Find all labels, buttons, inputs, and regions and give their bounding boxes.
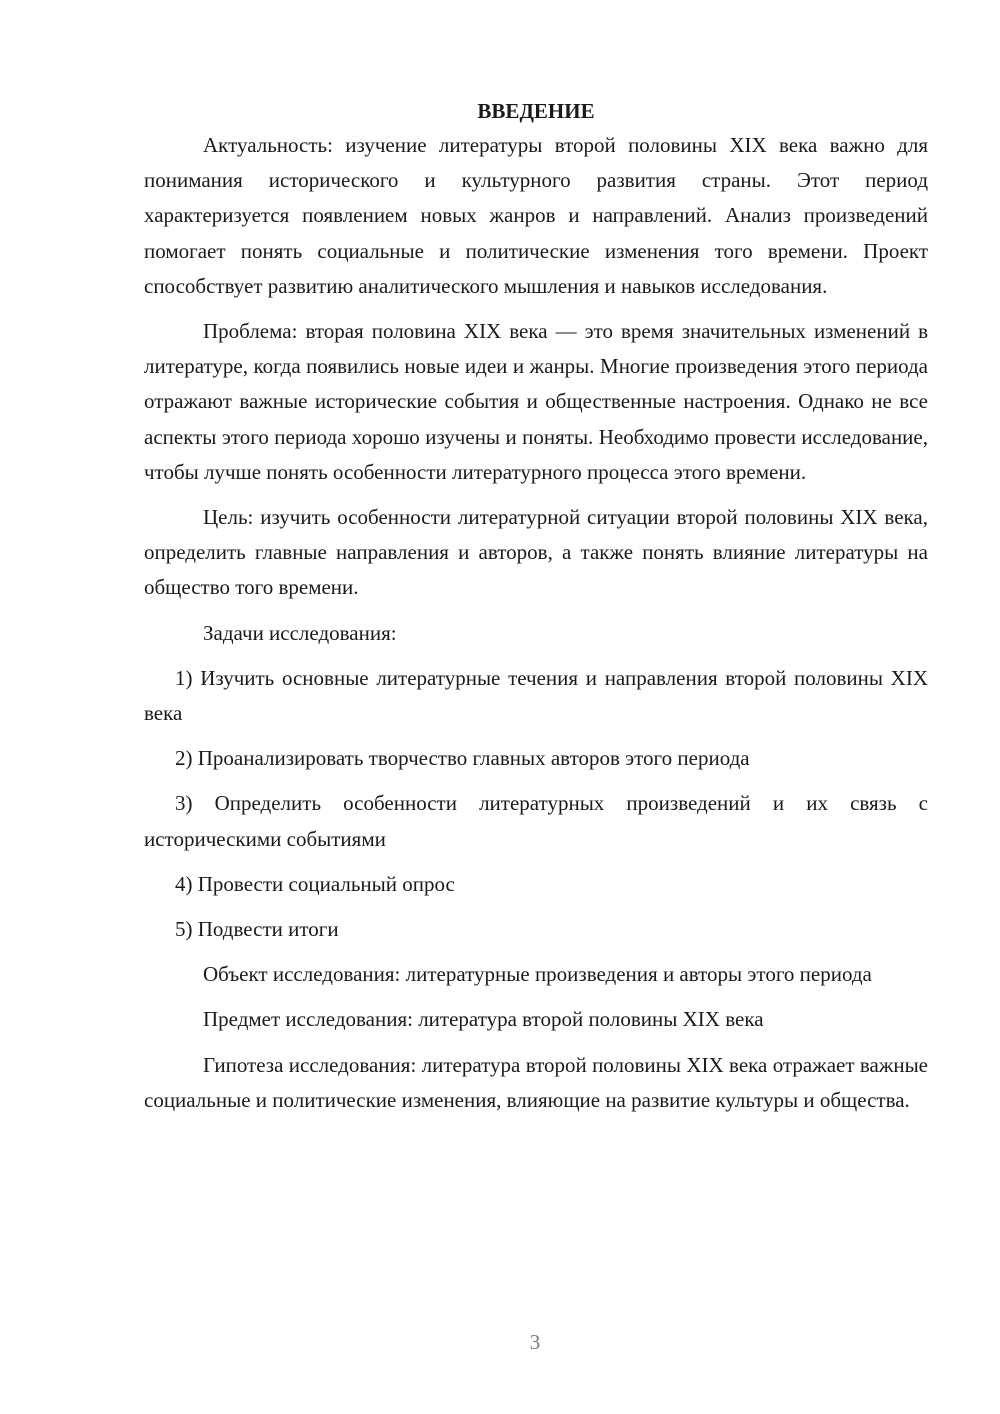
document-page bbox=[144, 96, 928, 1128]
tasks-heading: Задачи исследования: bbox=[203, 620, 397, 645]
task-item: 4) Провести социальный опрос bbox=[175, 871, 455, 896]
relevance-paragraph: Актуальность: изучение литературы второй половины XIX века важно для понимания исторического и культурного развития страны. Этот период характеризуется появлением новых жанров и направлений. Анализ произведений помогает понять социальные и политические изменения того времени. Проект способствует развитию аналитического мышления и навыков исследования. bbox=[144, 133, 928, 298]
task-item: 5) Подвести итоги bbox=[175, 917, 339, 942]
object-paragraph: Объект исследования: литературные произведения и авторы этого периода bbox=[203, 962, 872, 987]
problem-paragraph: Проблема: вторая половина XIX века — это время значительных изменений в литературе, когда появились новые идеи и жанры. Многие произведения этого периода отражают важные исторические события и общественные настроения. Однако не все аспекты этого периода хорошо изучены и поняты. Необходимо провести исследование, чтобы лучше понять особенности литературного процесса этого времени. bbox=[144, 319, 928, 484]
task-item: 3) Определить особенности литературных произведений и их связь с историческими событиями bbox=[144, 791, 928, 851]
subject-paragraph: Предмет исследования: литература второй половины XIX века bbox=[203, 1007, 764, 1032]
task-item: 2) Проанализировать творчество главных авторов этого периода bbox=[175, 746, 750, 771]
hypothesis-paragraph: Гипотеза исследования: литература второй половины XIX века отражает важные социальные и политические изменения, влияющие на развитие культуры и общества. bbox=[144, 1052, 928, 1112]
goal-paragraph: Цель: изучить особенности литературной ситуации второй половины XIX века, определить главные направления и авторов, а также понять влияние литературы на общество того времени. bbox=[144, 505, 928, 600]
task-item: 1) Изучить основные литературные течения и направления второй половины XIX века bbox=[144, 665, 928, 726]
page-number: 3 bbox=[529, 1330, 541, 1354]
section-title: ВВЕДЕНИЕ bbox=[477, 99, 595, 123]
